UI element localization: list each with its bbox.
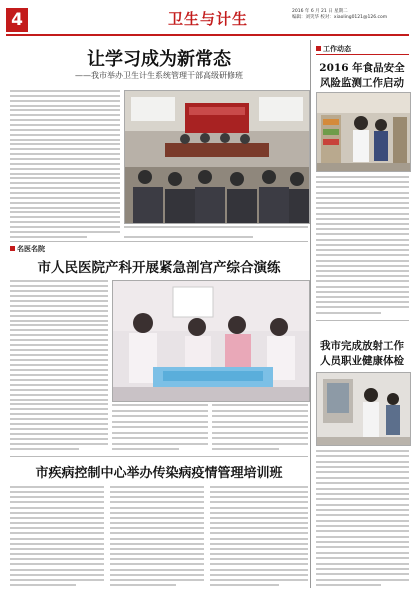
health-check-headline-line2: 人员职业健康体检 — [320, 355, 404, 367]
health-check-article-body — [316, 450, 409, 586]
meeting-hall-photo — [124, 90, 310, 224]
issue-date: 2016 年 6 月 21 日 星期二 — [292, 9, 348, 14]
right-rule — [316, 320, 409, 321]
photo-medical-drill — [113, 281, 309, 401]
obstetrics-article-body-3 — [212, 404, 308, 450]
work-news-rule — [316, 54, 409, 55]
food-safety-headline-line2: 风险监测工作启动 — [320, 77, 404, 89]
radiology-exam-photo — [316, 372, 411, 446]
section-rule — [10, 241, 308, 242]
masthead-rule — [6, 34, 409, 36]
lead-article-body — [10, 90, 120, 238]
lead-headline: 让学习成为新常态 — [87, 49, 231, 70]
lead-subheadline: ——我市举办卫生计生系统管理干部高级研修班 — [75, 71, 243, 80]
photo-food-inspection — [317, 93, 410, 171]
section-tag-city-hospital: 名医名院 — [10, 244, 45, 254]
health-check-headline-line1: 我市完成放射工作 — [320, 340, 404, 352]
photo-radiology-exam — [317, 373, 410, 445]
cesarean-drill-photo — [112, 280, 310, 402]
cdc-article-body-3 — [210, 486, 308, 586]
photo-conference-meeting — [125, 91, 309, 223]
cdc-article-body-2 — [110, 486, 204, 586]
column-divider — [310, 40, 311, 588]
obstetrics-article-body — [10, 280, 108, 450]
issue-info — [292, 9, 410, 21]
cdc-article-body-1 — [10, 486, 104, 586]
food-safety-article-body — [316, 176, 409, 314]
obstetrics-drill-headline: 市人民医院产科开展紧急剖宫产综合演练 — [37, 260, 281, 276]
section-bullet-icon — [10, 246, 15, 251]
food-safety-headline-line1: 2016 年食品安全 — [319, 62, 405, 74]
lead-article-body-tail — [124, 226, 308, 238]
obstetrics-article-body-2 — [112, 404, 208, 450]
section-bullet-icon — [316, 46, 321, 51]
food-inspection-photo — [316, 92, 411, 172]
section-masthead: 卫生与计生 — [167, 10, 248, 28]
editor-line: 编辑：刘笑华 校对：xiaoling0121@126.com — [292, 15, 388, 20]
section-tag-work-news: 工作动态 — [316, 44, 351, 54]
cdc-training-headline: 市疾病控制中心举办传染病疫情管理培训班 — [35, 466, 283, 481]
page-number-badge: 4 — [6, 8, 28, 32]
section-rule-2 — [10, 456, 308, 457]
